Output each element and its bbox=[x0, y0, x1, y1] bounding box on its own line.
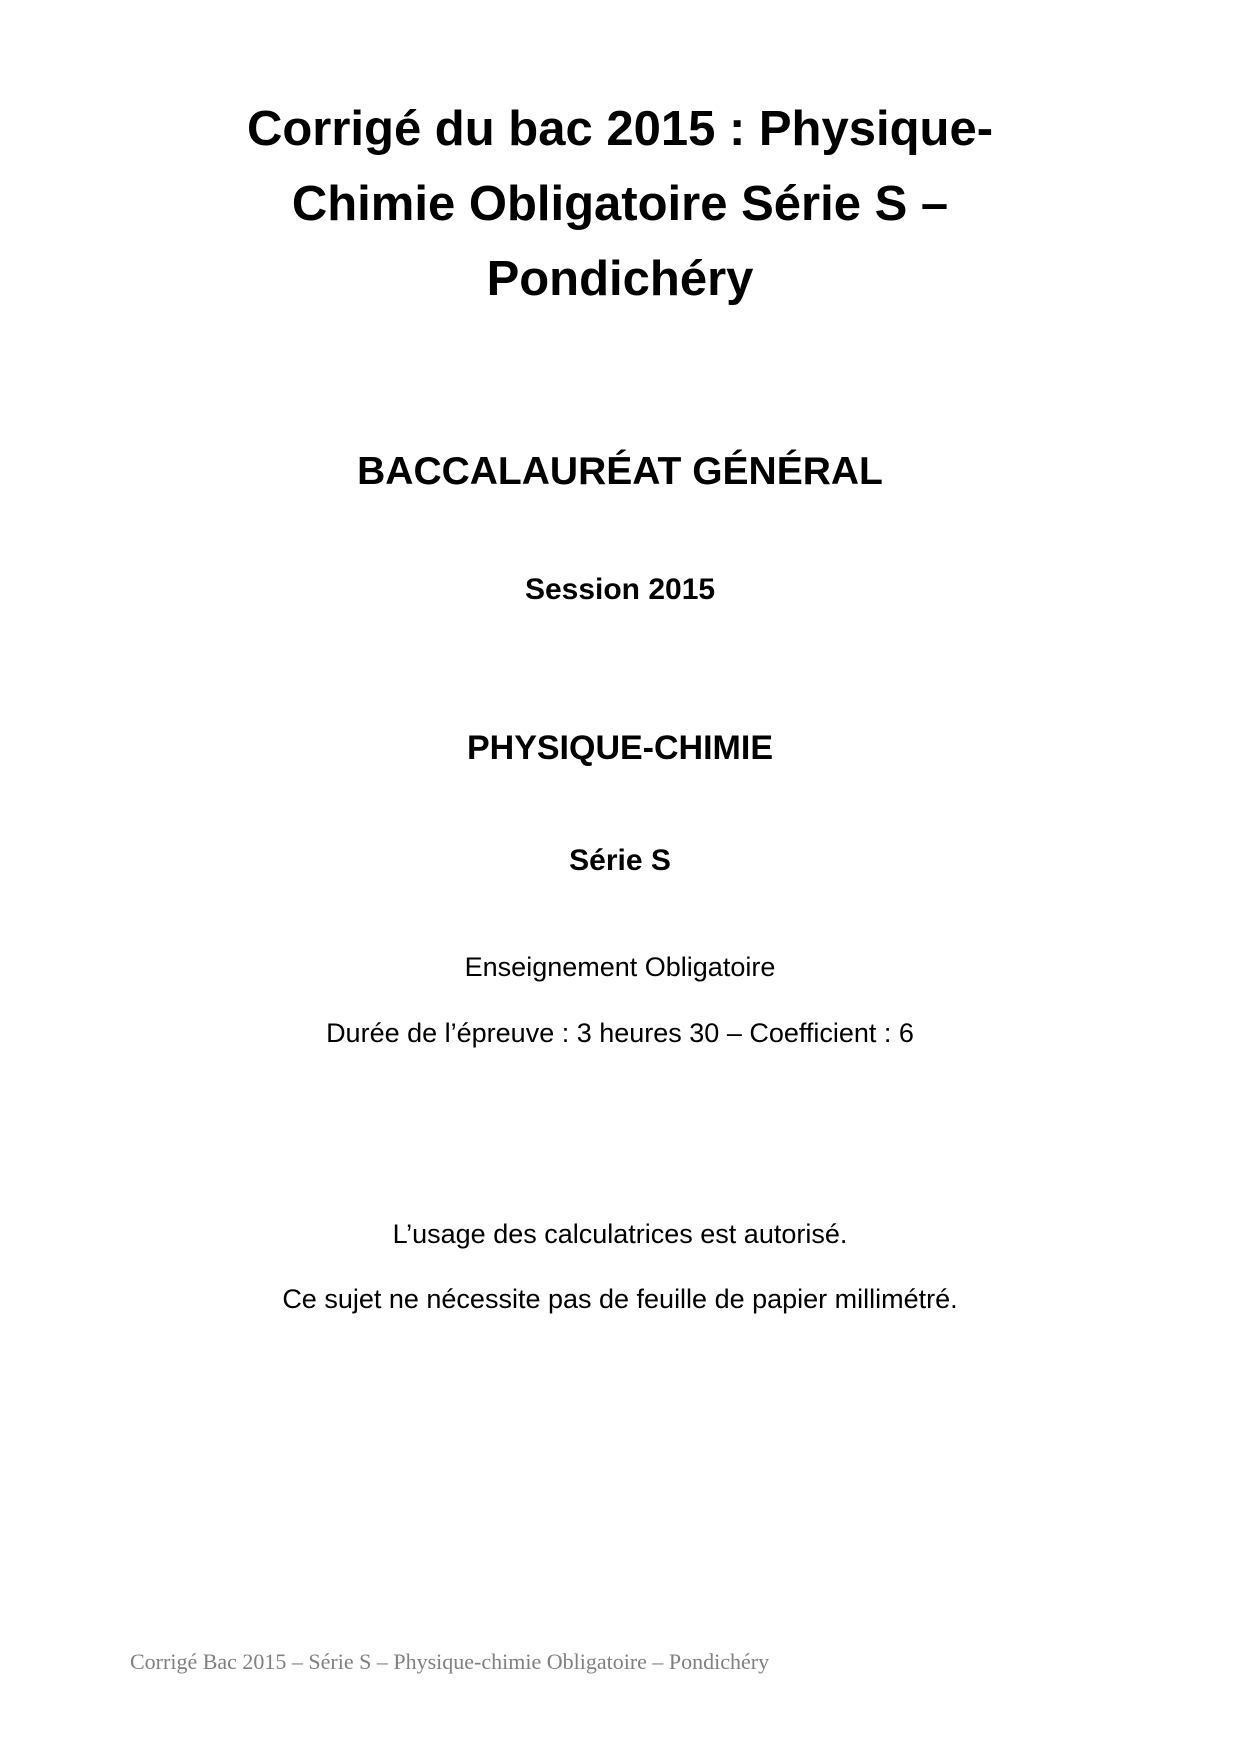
subject-heading: PHYSIQUE-CHIMIE bbox=[466, 729, 774, 767]
exam-type-heading: BACCALAURÉAT GÉNÉRAL bbox=[357, 450, 883, 493]
series-heading: Série S bbox=[569, 844, 671, 877]
calculator-notice: L’usage des calculatrices est autorisé. bbox=[392, 1219, 848, 1249]
page-title bbox=[120, 92, 1120, 317]
graph-paper-notice: Ce sujet ne nécessite pas de feuille de papier millimétré. bbox=[282, 1284, 958, 1314]
page-title-line-1: Corrigé du bac 2015 : Physique- bbox=[246, 102, 994, 156]
session-heading: Session 2015 bbox=[524, 573, 716, 606]
teaching-text: Enseignement Obligatoire bbox=[464, 952, 776, 982]
duration-text: Durée de l’épreuve : 3 heures 30 – Coefficient : 6 bbox=[326, 1018, 914, 1048]
page-footer: Corrigé Bac 2015 – Série S – Physique-chimie Obligatoire – Pondichéry bbox=[130, 1649, 770, 1674]
page-title-line-3: Pondichéry bbox=[486, 252, 754, 306]
page-title-line-2: Chimie Obligatoire Série S – bbox=[291, 177, 949, 231]
